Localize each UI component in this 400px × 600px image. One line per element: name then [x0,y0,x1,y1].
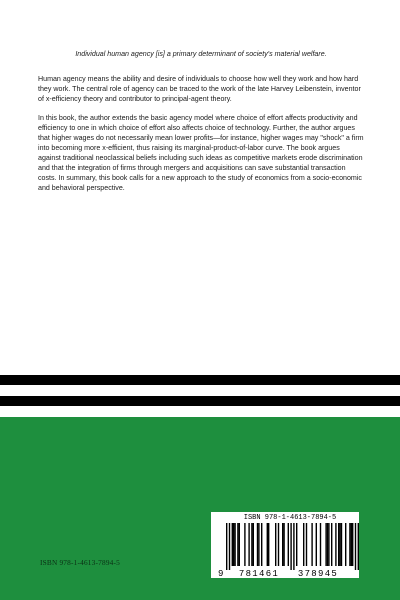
barcode-bar [290,523,291,570]
barcode-bars [226,523,359,570]
barcode-bar [251,523,252,566]
barcode-bar [358,523,359,570]
black-stripe-lower [0,396,400,406]
ean13-barcode [211,523,359,578]
barcode-bar [244,523,245,566]
barcode-bar [345,523,346,566]
barcode-label [211,512,359,578]
barcode-lead-digit: 9 [218,569,224,578]
barcode-bar [352,523,353,566]
barcode-bar [320,523,321,566]
blurb-paragraph-1: Human agency means the ability and desire of individuals to choose how well they work and how hard they work. The central role of agency can be traced to the work of the late Harvey Leibenstein, inventor of x-efficiency theory and contributor to principal-agent theory. [38,75,361,103]
barcode-bar [355,523,356,570]
barcode-bar [335,523,336,566]
barcode-bar [351,523,352,566]
barcode-left-digits: 781461 [238,569,280,578]
barcode-bar [232,523,233,566]
barcode-bar [226,523,227,570]
barcode-bar [296,523,297,566]
barcode-bar [239,523,240,566]
barcode-bar [234,523,235,566]
barcode-bar [349,523,350,566]
barcode-bar [339,523,340,566]
isbn-text: ISBN 978-1-4613-7894-5 [40,558,120,567]
barcode-bar [293,523,294,570]
barcode-bar [233,523,234,566]
black-stripe-upper [0,375,400,385]
barcode-bar [327,523,328,566]
barcode-bar [341,523,342,566]
barcode-bar [306,523,307,566]
barcode-bar [338,523,339,566]
barcode-bar [288,523,289,566]
barcode-bar [258,523,259,566]
barcode-bar [275,523,276,566]
barcode-bar [283,523,284,566]
barcode-bar [268,523,269,566]
barcode-bar [248,523,249,566]
blurb-text-area [38,50,364,202]
barcode-bar [282,523,283,566]
barcode-bar [325,523,326,566]
barcode-bar [316,523,317,566]
barcode-isbn-caption: ISBN 978-1-4613-7894-5 [243,514,337,522]
epigraph-quote: Individual human agency [is] a primary determinant of society's material welfare. [75,50,327,58]
barcode-bar [237,523,238,566]
barcode-bar [253,523,254,566]
barcode-bar [229,523,230,570]
barcode-bar [278,523,279,566]
barcode-bar [331,523,332,566]
barcode-bar [267,523,268,566]
barcode-bar [261,523,262,566]
barcode-bar [303,523,304,566]
barcode-bar [257,523,258,566]
barcode-bar [311,523,312,566]
barcode-bar [328,523,329,566]
barcode-right-digits: 378945 [297,569,339,578]
blurb-paragraph-2: In this book, the author extends the basic agency model where choice of effort affects productivity and efficiency to one in which choice of effort also affects choice of technology. Further, the author argues that higher wages do not necessarily mean lower profits—for instance, higher wages may "shock" a firm into becoming more x-efficient, thus raising its marginal-product-of-labor curve. The book argues against traditional neoclassical beliefs including such ideas as competitive markets erode discrimination and that the integration of firms through mergers and acquisitions can save substantial transaction costs. In summary, this book calls for a new approach to the study of economics from a socio-economic and behavioral perspective. [38,114,364,192]
